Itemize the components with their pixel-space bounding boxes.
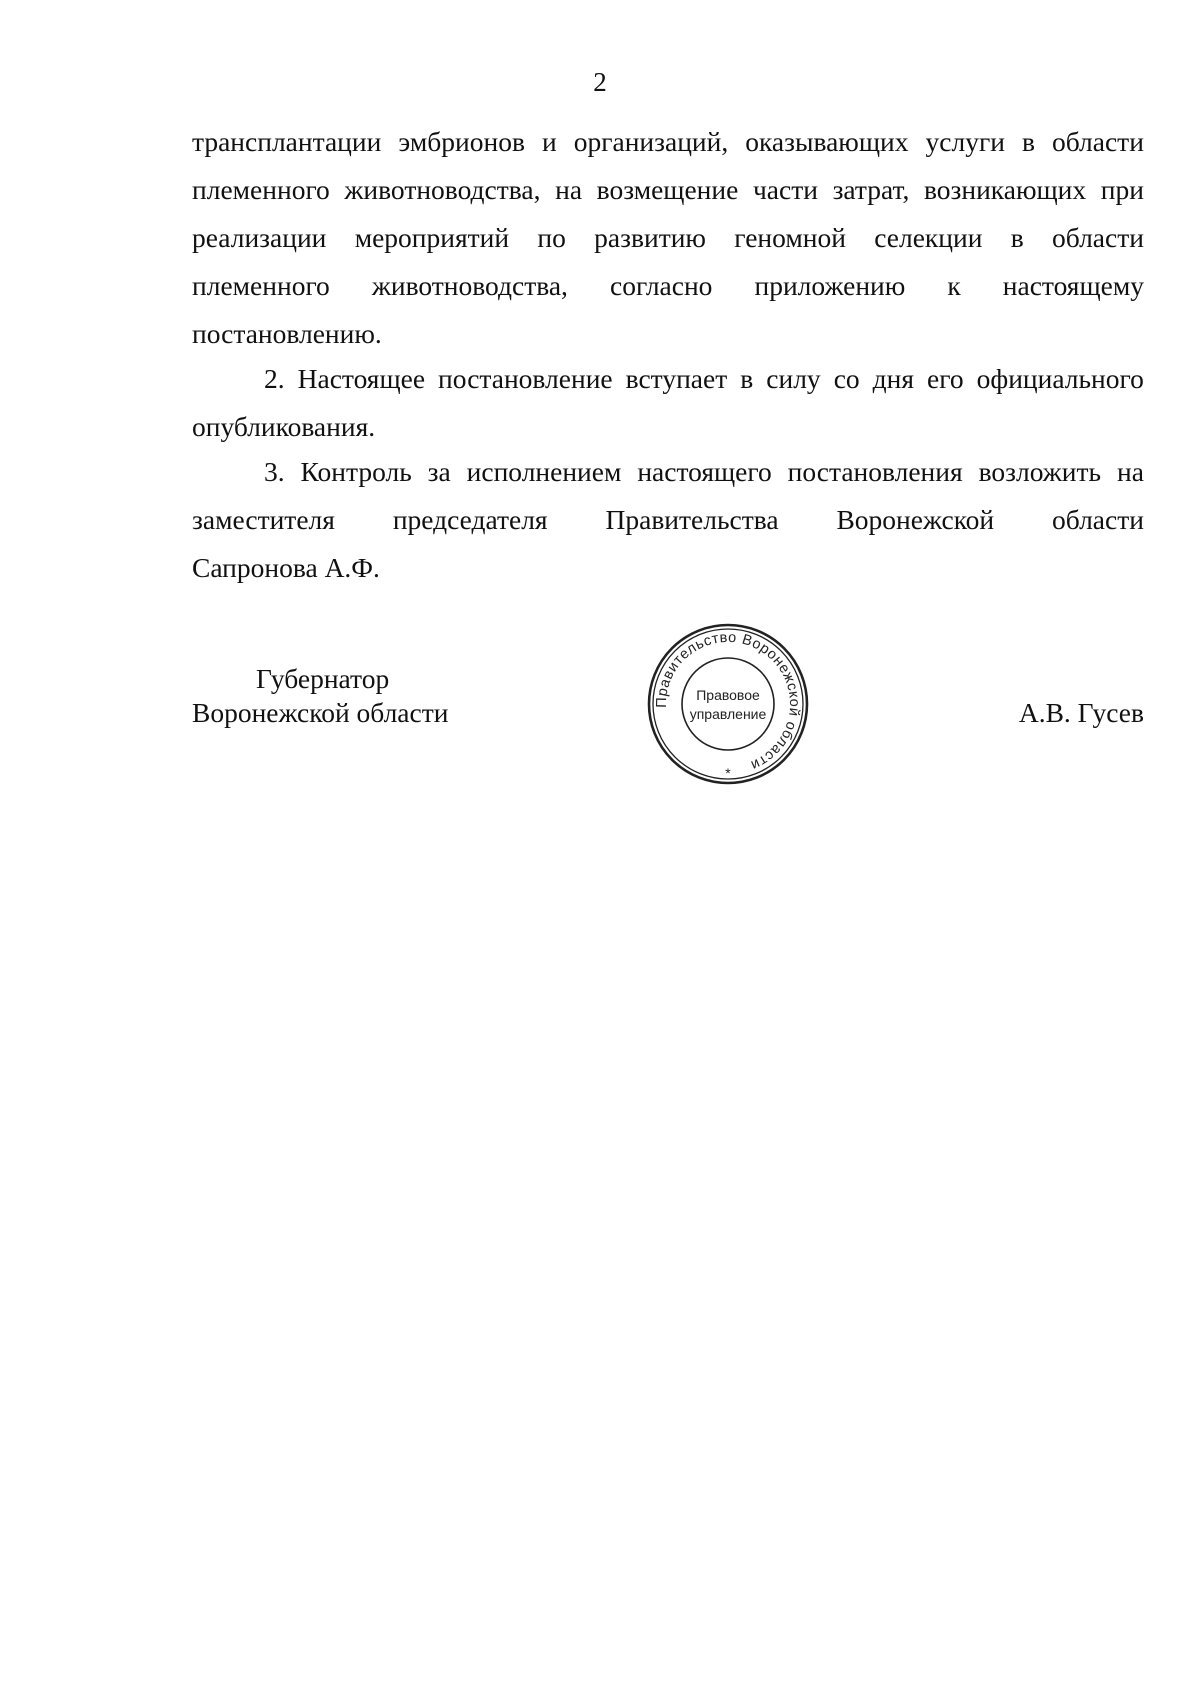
paragraph-1-line-5: постановлению.	[192, 318, 382, 349]
official-seal-stamp	[644, 620, 812, 788]
word: области	[1052, 504, 1144, 535]
word: в	[1010, 222, 1024, 253]
word: вступает	[625, 363, 728, 394]
word: развитию	[594, 222, 706, 253]
word: 3.	[264, 456, 285, 487]
word: по	[537, 222, 566, 253]
word: селекции	[874, 222, 983, 253]
word: постановления	[787, 456, 963, 487]
stamp-inner-line-1: Правовое	[696, 687, 760, 703]
word: племенного	[192, 174, 330, 205]
word: 2.	[264, 363, 285, 394]
paragraph-3-line-1	[192, 448, 1144, 496]
word: и	[541, 126, 557, 157]
word: его	[927, 363, 964, 394]
word: реализации	[192, 222, 327, 253]
paragraph-2-line-2: опубликования.	[192, 411, 376, 442]
paragraph-1-line-3	[192, 214, 1144, 262]
word: в	[1021, 126, 1035, 157]
word: со	[833, 363, 860, 394]
word: официального	[976, 363, 1144, 394]
governor-name: А.В. Гусев	[1018, 697, 1144, 728]
paragraph-3-line-3: Сапронова А.Ф.	[192, 552, 380, 583]
word: геномной	[734, 222, 846, 253]
governor-title-line-1: Губернатор	[256, 663, 390, 694]
word: племенного	[192, 270, 330, 301]
paragraph-1-line-1	[192, 118, 1144, 166]
stamp-inner-line-2: управление	[689, 706, 767, 722]
paragraph-3-line-2	[192, 496, 1144, 544]
word: за	[427, 456, 451, 487]
word: на	[1116, 456, 1144, 487]
word: приложению	[754, 270, 906, 301]
word: к	[947, 270, 961, 301]
word: исполнением	[466, 456, 622, 487]
word: мероприятий	[354, 222, 510, 253]
word: силу	[766, 363, 821, 394]
word: эмбрионов	[398, 126, 525, 157]
paragraph-1-line-2	[192, 166, 1144, 214]
word: Контроль	[300, 456, 412, 487]
paragraph-2-line-1	[192, 355, 1144, 403]
word: возникающих	[923, 174, 1087, 205]
paragraph-2	[192, 355, 1144, 451]
word: председателя	[392, 504, 548, 535]
word: затрат,	[832, 174, 910, 205]
word: возложить	[978, 456, 1102, 487]
governor-title-line-2: Воронежской области	[192, 697, 449, 728]
paragraph-3	[192, 448, 1144, 592]
paragraph-1	[192, 118, 1144, 358]
word: на	[555, 174, 583, 205]
word: дня	[872, 363, 915, 394]
stamp-rings	[649, 625, 807, 783]
governor-title	[192, 662, 448, 730]
word: Настоящее	[297, 363, 426, 394]
word: настоящего	[637, 456, 772, 487]
word: области	[1052, 222, 1144, 253]
word: заместителя	[192, 504, 335, 535]
stamp-star: *	[725, 765, 731, 781]
word: части	[752, 174, 818, 205]
word: области	[1051, 126, 1144, 157]
word: согласно	[609, 270, 713, 301]
stamp-outer-textpath: Правительство Воронежской области	[653, 629, 803, 774]
word: Воронежской	[836, 504, 995, 535]
word: Правительства	[605, 504, 779, 535]
word: при	[1100, 174, 1144, 205]
word: в	[740, 363, 754, 394]
word: оказывающих	[745, 126, 909, 157]
page-number: 2	[593, 67, 607, 97]
word: трансплантации	[192, 126, 382, 157]
word: возмещение	[596, 174, 739, 205]
word: услуги	[925, 126, 1005, 157]
word: настоящему	[1002, 270, 1144, 301]
word: животноводства,	[371, 270, 568, 301]
word: постановление	[438, 363, 613, 394]
word: организаций,	[573, 126, 729, 157]
paragraph-1-line-4	[192, 262, 1144, 310]
word: животноводства,	[344, 174, 541, 205]
